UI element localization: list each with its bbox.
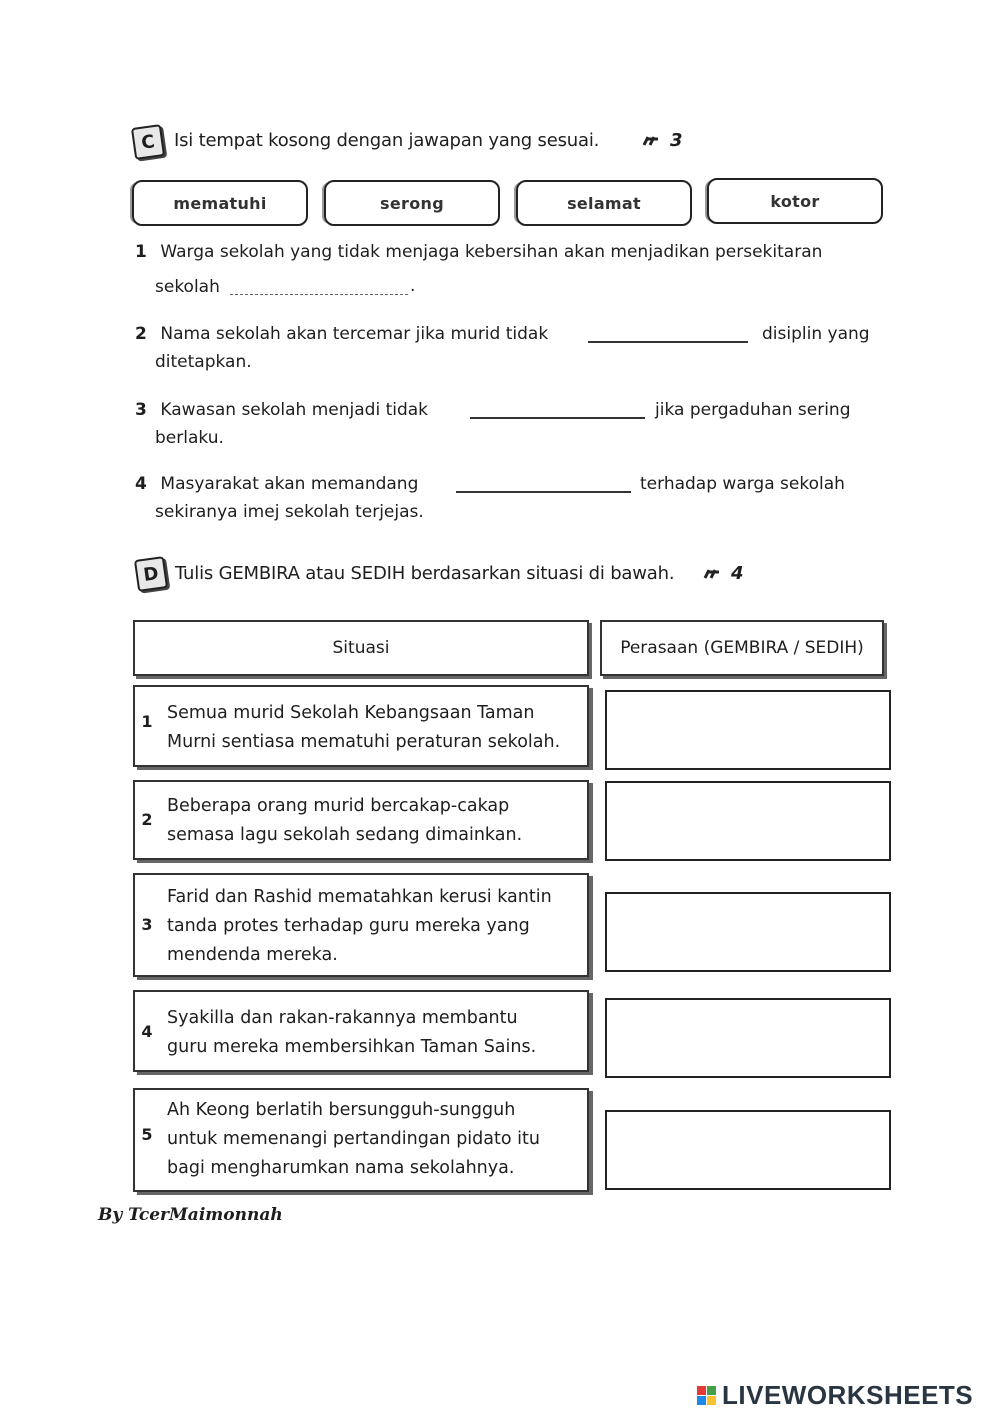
- section-c-instruction: Isi tempat kosong dengan jawapan yang sesuai.: [174, 130, 600, 151]
- situation-line: bagi mengharumkan nama sekolahnya.: [167, 1158, 515, 1178]
- liveworksheets-footer: [697, 1380, 973, 1411]
- feeling-answer-1[interactable]: [605, 690, 891, 770]
- feeling-answer-5[interactable]: [605, 1110, 891, 1190]
- question-text: berlaku.: [155, 428, 224, 448]
- question-number: 4: [135, 474, 147, 494]
- situation-text: [167, 883, 579, 970]
- author-signature: By TcerMaimonnah: [98, 1205, 283, 1225]
- situation-line: semasa lagu sekolah sedang dimainkan.: [167, 825, 523, 845]
- question-2-line-2: [155, 348, 905, 376]
- header-situation: [133, 620, 589, 676]
- question-4-after: terhadap warga sekolah: [640, 474, 845, 494]
- question-number: 2: [135, 324, 147, 344]
- situation-number: 5: [141, 1125, 153, 1144]
- situation-line: Semua murid Sekolah Kebangsaan Taman: [167, 703, 535, 723]
- feeling-answer-3[interactable]: [605, 892, 891, 972]
- situation-line: Murni sentiasa mematuhi peraturan sekolah.: [167, 732, 561, 752]
- section-d-instruction: Tulis GEMBIRA atau SEDIH berdasarkan situasi di bawah.: [175, 563, 675, 584]
- situation-row-2: [133, 780, 589, 860]
- logo-square: [707, 1396, 716, 1405]
- section-d-marks-value: 4: [731, 563, 744, 584]
- liveworksheets-brand: LIVEWORKSHEETS: [722, 1380, 974, 1410]
- answer-blank-3[interactable]: [470, 417, 645, 419]
- situation-line: Ah Keong berlatih bersungguh-sungguh: [167, 1100, 516, 1120]
- word-bank-item-4: kotor: [707, 178, 883, 224]
- feeling-answer-4[interactable]: [605, 998, 891, 1078]
- section-d-marks: [703, 563, 744, 584]
- logo-square: [697, 1386, 706, 1395]
- question-3-after: jika pergaduhan sering: [655, 400, 851, 420]
- situation-text: [167, 792, 579, 850]
- question-2-after: disiplin yang: [762, 324, 870, 344]
- section-c-marks: [642, 130, 683, 151]
- question-3-line-2: [155, 424, 905, 452]
- word-bank-item-1: mematuhi: [132, 180, 308, 226]
- question-text: sekiranya imej sekolah terjejas.: [155, 502, 424, 522]
- header-situation-label: Situasi: [332, 638, 390, 658]
- question-text: Warga sekolah yang tidak menjaga kebersihan akan menjadikan persekitaran: [160, 242, 823, 262]
- situation-text: [167, 699, 579, 757]
- question-1-line-2: [155, 273, 905, 301]
- situation-line: guru mereka membersihkan Taman Sains.: [167, 1037, 537, 1057]
- situation-line: Beberapa orang murid bercakap-cakap: [167, 796, 510, 816]
- section-c-badge: C: [131, 124, 165, 160]
- question-text: Kawasan sekolah menjadi tidak: [160, 400, 429, 420]
- question-1-period: .: [410, 276, 416, 296]
- word-bank-item-3: selamat: [516, 180, 692, 226]
- pencil-icon: [642, 134, 664, 148]
- situation-row-1: [133, 685, 589, 767]
- situation-number: 3: [141, 915, 153, 934]
- question-number: 3: [135, 400, 147, 420]
- situation-row-4: [133, 990, 589, 1072]
- question-1: [135, 238, 885, 266]
- question-text: Masyarakat akan memandang: [160, 474, 419, 494]
- logo-square: [697, 1396, 706, 1405]
- question-4-line-2: [155, 498, 905, 526]
- situation-line: tanda protes terhadap guru mereka yang: [167, 916, 530, 936]
- answer-blank-4[interactable]: [456, 491, 631, 493]
- situation-number: 2: [141, 810, 153, 829]
- question-text: Nama sekolah akan tercemar jika murid tidak: [160, 324, 549, 344]
- situation-text: [167, 1004, 579, 1062]
- pencil-icon: [703, 567, 725, 581]
- liveworksheets-logo-icon: [697, 1386, 716, 1405]
- situation-text: [167, 1096, 579, 1183]
- logo-square: [707, 1386, 716, 1395]
- word-bank-item-2: serong: [324, 180, 500, 226]
- section-d-badge: D: [134, 556, 168, 592]
- feeling-answer-2[interactable]: [605, 781, 891, 861]
- answer-blank-1[interactable]: [230, 294, 408, 295]
- section-c-marks-value: 3: [670, 130, 683, 151]
- situation-number: 1: [141, 712, 153, 731]
- situation-line: untuk memenangi pertandingan pidato itu: [167, 1129, 540, 1149]
- header-feeling-label: Perasaan (GEMBIRA / SEDIH): [620, 638, 864, 658]
- question-text: ditetapkan.: [155, 352, 252, 372]
- situation-row-5: [133, 1088, 589, 1192]
- situation-line: Syakilla dan rakan-rakannya membantu: [167, 1008, 518, 1028]
- situation-row-3: [133, 873, 589, 977]
- header-feeling: [600, 620, 884, 676]
- question-number: 1: [135, 242, 147, 262]
- answer-blank-2[interactable]: [588, 341, 748, 343]
- situation-number: 4: [141, 1022, 153, 1041]
- situation-line: Farid dan Rashid mematahkan kerusi kantin: [167, 887, 552, 907]
- situation-line: mendenda mereka.: [167, 945, 338, 965]
- question-text: sekolah: [155, 277, 220, 297]
